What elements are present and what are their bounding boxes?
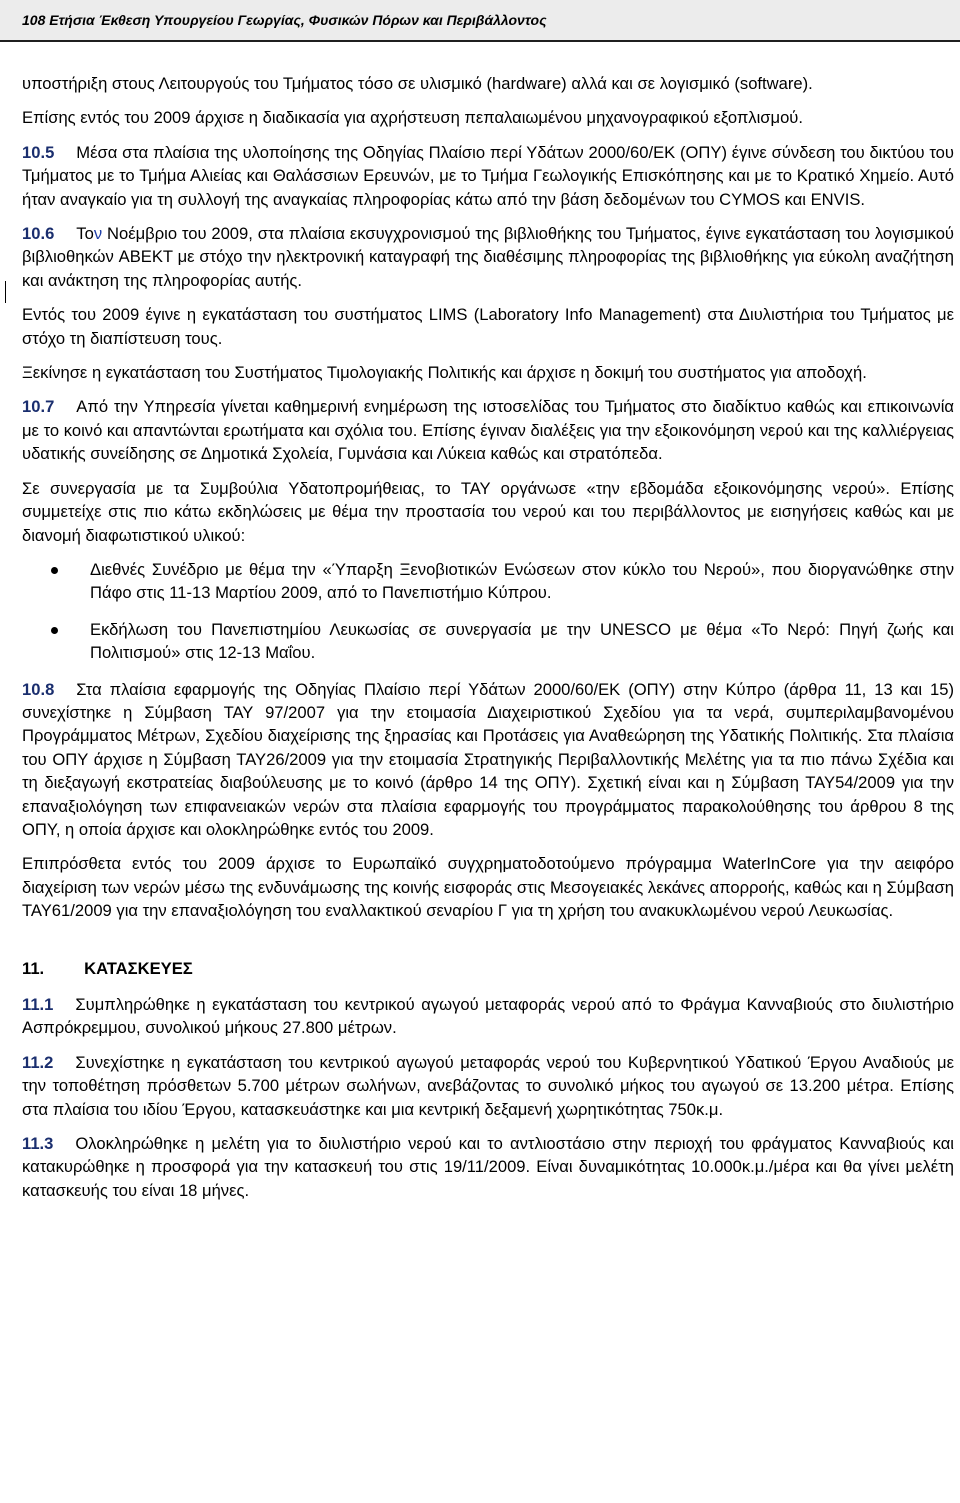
events-list <box>22 558 954 665</box>
section-heading-11 <box>22 957 954 980</box>
section-number: 11.2 <box>22 1052 54 1072</box>
paragraph-text: Από την Υπηρεσία γίνεται καθημερινή ενημέρωση της ιστοσελίδας του Τμήματος στο διαδίκτυο καθώς και επικοινωνία με το κοινό και απαντώνται ερωτήματα και σχόλια του. Επίσης έγιναν διαλέξεις για την εξοικονόμηση νερού και της καλλιέργειας υδατικής συνείδησης σε Δημοτικά Σχολεία, Γυμνάσια και Λύκεια καθώς και στρατόπεδα. <box>22 397 954 464</box>
paragraph-text: Συμπληρώθηκε η εγκατάσταση του κεντρικού αγωγού μεταφοράς νερού από το Φράγμα Κανναβιούς στο διυλιστήριο Ασπρόκρεμμου, συνολικού μήκους 27.800 μέτρων. <box>22 995 954 1038</box>
list-item <box>90 558 954 605</box>
paragraph-text: Ολοκληρώθηκε η μελέτη για το διυλιστήριο νερού και το αντλιοστάσιο στην περιοχή του φράγματος Κανναβιούς και κατακυρώθηκε η προσφορά για την κατασκευή του στις 19/11/2009. Είναι δυναμικότητας 10.000κ.μ./μέρα και θα γίνει μελέτη κατασκευής του είναι 18 μήνες. <box>22 1134 954 1200</box>
section-number: 10.8 <box>22 679 55 699</box>
paragraph-text: Συνεχίστηκε η εγκατάσταση του κεντρικού αγωγού μεταφοράς νερού του Κυβερνητικού Υδατικού Έργου Αναδιούς με την τοποθέτηση πρόσθετων 5.700 μέτρων σωλήνων, ανεβάζοντας το συνολικό μήκος του αγωγού σε 13.200 μέτρα. Επίσης στα πλαίσια του ιδίου Έργου, κατασκευάστηκε και μια κεντρική δεξαμενή χωρητικότητας 750κ.μ. <box>22 1052 954 1119</box>
paragraph-equipment: Επίσης εντός του 2009 άρχισε η διαδικασία για αχρήστευση πεπαλαιωμένου μηχανογραφικού εξοπλισμού. <box>22 108 803 128</box>
bullet-icon <box>51 627 58 634</box>
paragraph-10-7 <box>22 395 954 465</box>
header-title-line <box>22 12 547 28</box>
page-header <box>0 0 960 42</box>
document-body <box>22 72 954 1213</box>
paragraph-11-1 <box>22 993 954 1040</box>
tracked-change-letter: ν <box>93 224 103 244</box>
section-heading-number: 11. <box>22 958 45 978</box>
paragraph-pricing-system: Ξεκίνησε η εγκατάσταση του Συστήματος Τιμολογιακής Πολιτικής και άρχισε η δοκιμή του συστήματος για αποδοχή. <box>22 363 867 383</box>
paragraph-cooperation: Σε συνεργασία με τα Συμβούλια Υδατοπρομήθειας, το ΤΑΥ οργάνωσε «την εβδομάδα εξοικονόμησης νερού». Επίσης συμμετείχε στις πιο κάτω εκδηλώσεις με θέμα την προστασία του νερού και του περιβάλλοντος με εισηγήσεις καθώς και με διανομή διαφωτιστικού υλικού: <box>22 478 954 545</box>
list-item <box>90 618 954 665</box>
section-number: 10.7 <box>22 397 55 417</box>
paragraph-text: Νοέμβριο του 2009, στα πλαίσια εκσυγχρονισμού της βιβλιοθήκης του Τμήματος, έγινε εγκατάσταση του λογισμικού βιβλιοθηκών ABEKT με στόχο την ηλεκτρονική καταγραφή της διαθέσιμης πληροφορίας της βιβλιοθήκης για εύκολη αναζήτηση και ανάκτηση της πληροφορίας αυτής. <box>22 224 954 290</box>
paragraph-11-3 <box>22 1132 954 1202</box>
section-number: 11.3 <box>22 1134 54 1154</box>
paragraph-text: Μέσα στα πλαίσια της υλοποίησης της Οδηγίας Πλαίσιο περί Υδάτων 2000/60/ΕΚ (ΟΠΥ) έγινε σύνδεση του δικτύου του Τμήματος με το Τμήμα Αλιείας και Θαλάσσιων Ερευνών, με το Τμήμα Γεωλογικής Επισκόπησης και με το Κρατικό Χημείο. Αυτό ήταν αναγκαίο για τη συλλογή της αναγκαίας πληροφορίας κάτω από την βάση δεδομένων του CYMOS και ENVIS. <box>22 142 954 209</box>
paragraph-10-6 <box>22 222 954 292</box>
list-item-text: Διεθνές Συνέδριο με θέμα την «Ύπαρξη Ξενοβιοτικών Ενώσεων στον κύκλο του Νερού», που διοργανώθηκε στην Πάφο στις 11-13 Μαρτίου 2009, από το Πανεπιστήμιο Κύπρου. <box>90 559 954 603</box>
bullet-icon <box>51 567 58 574</box>
paragraph-lims: Εντός του 2009 έγινε η εγκατάσταση του συστήματος LIMS (Laboratory Info Management) στα Διυλιστήρια του Τμήματος με στόχο τη διαπίστευση τους. <box>22 305 954 348</box>
paragraph-11-2 <box>22 1051 954 1121</box>
page-number: 108 <box>22 12 46 28</box>
report-title: Ετήσια Έκθεση Υπουργείου Γεωργίας, Φυσικών Πόρων και Περιβάλλοντος <box>49 12 547 28</box>
paragraph-10-8 <box>22 678 954 842</box>
list-item-text: Εκδήλωση του Πανεπιστημίου Λευκωσίας σε συνεργασία με την UNESCO με θέμα «Το Νερό: Πηγή ζωής και Πολιτισμού» στις 12-13 Μαΐου. <box>90 619 954 663</box>
section-heading-title: ΚΑΤΑΣΚΕΥΕΣ <box>84 958 193 978</box>
paragraph-waterincore: Επιπρόσθετα εντός του 2009 άρχισε το Ευρωπαϊκό συγχρηματοδοτούμενο πρόγραμμα WaterInCore για την αειφόρο διαχείριση των νερών μέσω της ενδυνάμωσης της κοινής εισφοράς στις Μεσογειακές λεκάνες απορροής, καθώς και η Σύμβαση ΤΑΥ61/2009 για την επαναξιολόγηση του εναλλακτικού σεναρίου Γ για τη χρήση του ανακυκλωμένου νερού Λευκωσίας. <box>22 854 954 921</box>
section-number: 11.1 <box>22 995 54 1014</box>
section-number: 10.6 <box>22 224 55 244</box>
paragraph-support: υποστήριξη στους Λειτουργούς του Τμήματος τόσο σε υλισμικό (hardware) αλλά και σε λογισμικό (software). <box>22 74 813 93</box>
paragraph-text-start: Το <box>76 224 94 244</box>
paragraph-text: Στα πλαίσια εφαρμογής της Οδηγίας Πλαίσιο περί Υδάτων 2000/60/ΕΚ (ΟΠΥ) στην Κύπρο (άρθρα 11, 13 και 15) συνεχίστηκε η Σύμβαση ΤΑΥ 97/2007 για την ετοιμασία Διαχειριστικού Σχεδίου για τα νερά, συμπεριλαμβανομένου Προγράμματος Μέτρων, Σχεδίου διαχείρισης της ξηρασίας και Προτάσεις για Αναθεώρηση της Υδατικής Πολιτικής. Στα πλαίσια του ΟΠΥ άρχισε η Σύμβαση ΤΑΥ26/2009 για την ετοιμασία Στρατηγικής Περιβαλλοντικής Μελέτης για τα πιο πάνω Σχέδια και τη διεξαγωγή εκστρατείας διαβούλευσης με το κοινό (άρθρο 14 της ΟΠΥ). Σχετική είναι και η Σύμβαση ΤΑΥ54/2009 για την επαναξιολόγηση των επιφανειακών νερών στα πλαίσια εφαρμογής του προγράμματος παρακολούθησης του άρθρου 8 της ΟΠΥ, η οποία άρχισε και ολοκληρώθηκε εντός του 2009. <box>22 679 954 839</box>
paragraph-10-5 <box>22 141 954 211</box>
section-number: 10.5 <box>22 142 55 162</box>
revision-change-bar <box>5 281 6 303</box>
